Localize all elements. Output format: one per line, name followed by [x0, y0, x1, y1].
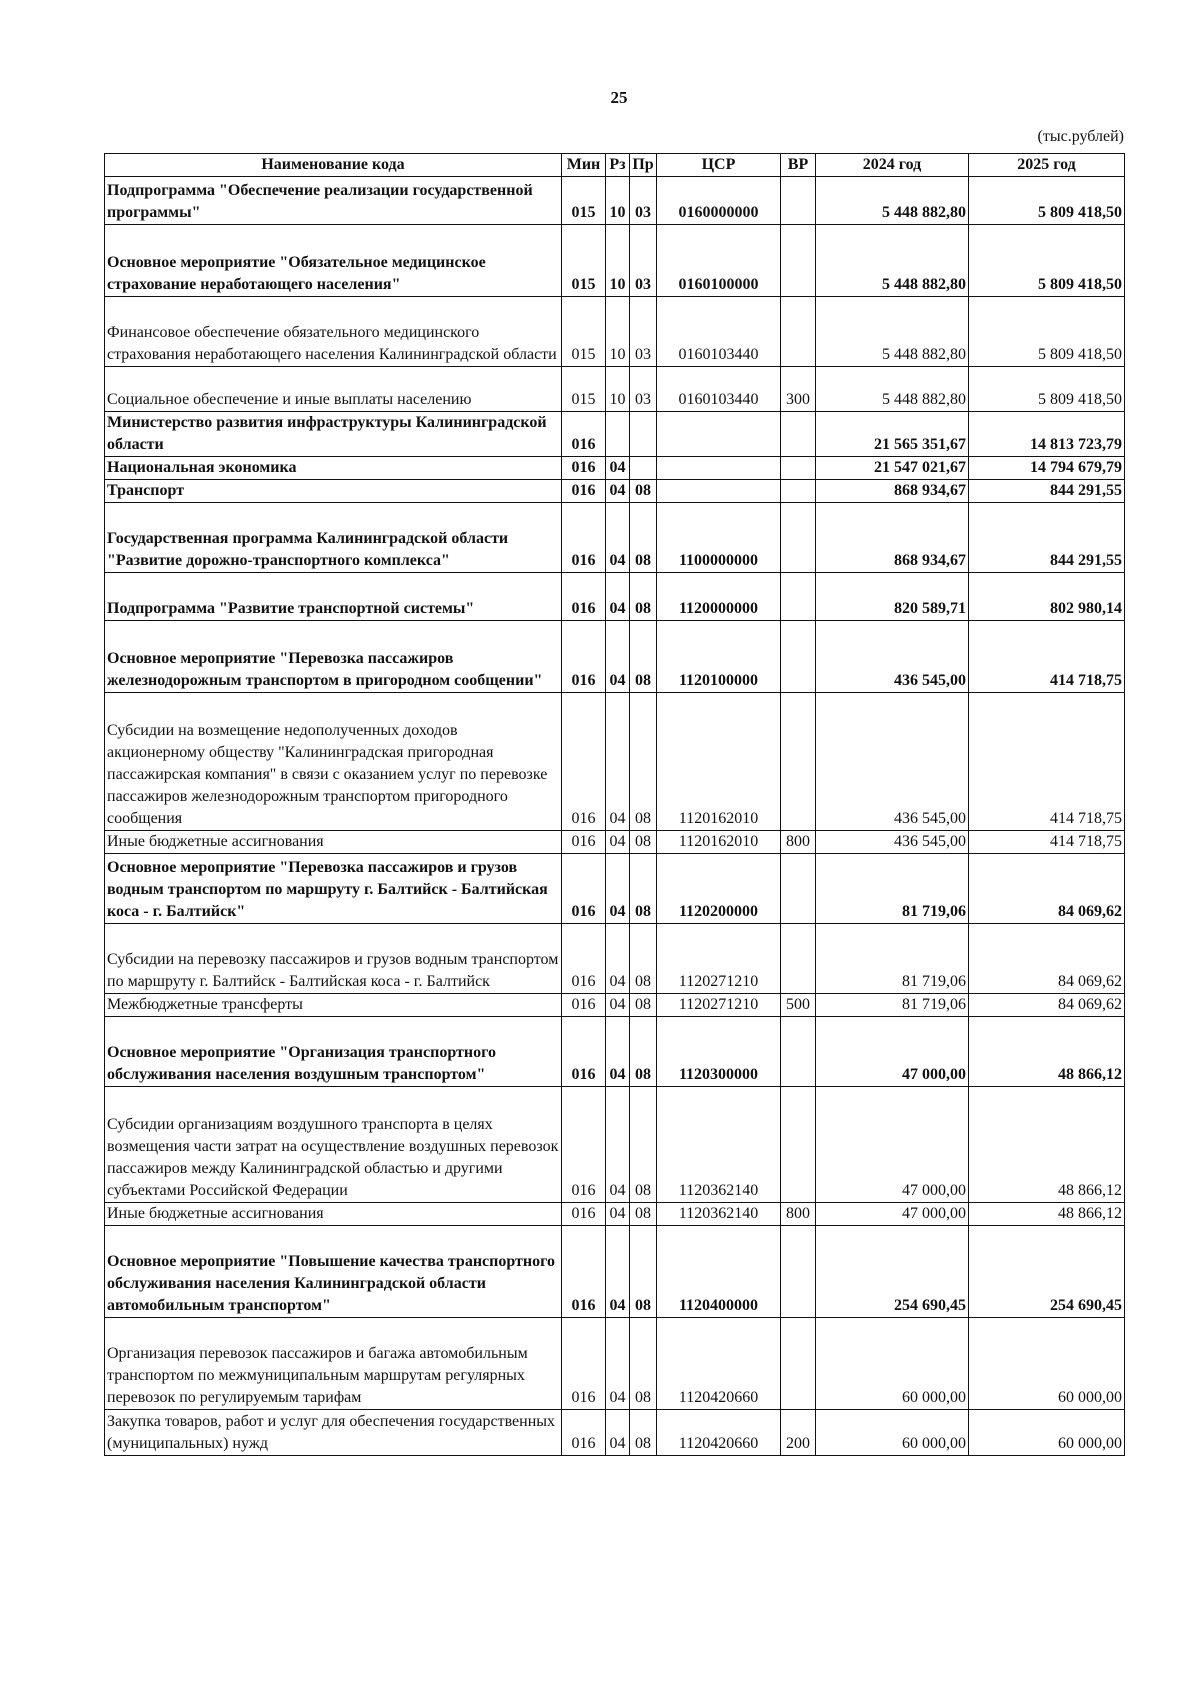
cell-rz: 04: [606, 1203, 630, 1226]
cell-vr: 800: [781, 831, 816, 854]
cell-2025: 5 809 418,50: [969, 177, 1125, 225]
cell-rz: 04: [606, 994, 630, 1017]
cell-2024: 47 000,00: [816, 1087, 969, 1203]
cell-rz: 04: [606, 480, 630, 503]
cell-2024: 47 000,00: [816, 1017, 969, 1087]
cell-name: Основное мероприятие "Повышение качества транспортного обслуживания населения Калининградской области автомобильным транспортом": [105, 1226, 562, 1318]
cell-vr: [781, 693, 816, 831]
cell-vr: [781, 457, 816, 480]
cell-rz: 04: [606, 831, 630, 854]
cell-min: 015: [562, 225, 606, 297]
cell-vr: [781, 1318, 816, 1410]
cell-vr: 300: [781, 367, 816, 412]
cell-vr: 500: [781, 994, 816, 1017]
cell-name: Министерство развития инфраструктуры Калининградской области: [105, 412, 562, 457]
cell-csr: 1120420660: [657, 1318, 781, 1410]
cell-rz: 10: [606, 177, 630, 225]
cell-rz: 04: [606, 924, 630, 994]
cell-pr: 08: [630, 1318, 657, 1410]
cell-2025: 84 069,62: [969, 924, 1125, 994]
cell-csr: 1120300000: [657, 1017, 781, 1087]
cell-2024: 47 000,00: [816, 1203, 969, 1226]
cell-2025: 14 813 723,79: [969, 412, 1125, 457]
table-row: [105, 297, 1125, 367]
cell-csr: 0160000000: [657, 177, 781, 225]
cell-2024: 81 719,06: [816, 854, 969, 924]
cell-rz: 04: [606, 1017, 630, 1087]
cell-pr: 08: [630, 1017, 657, 1087]
table-row: [105, 412, 1125, 457]
table-row: [105, 831, 1125, 854]
table-row: [105, 1017, 1125, 1087]
cell-min: 016: [562, 831, 606, 854]
cell-csr: [657, 457, 781, 480]
cell-2024: 5 448 882,80: [816, 177, 969, 225]
cell-csr: 1120000000: [657, 573, 781, 621]
cell-pr: 08: [630, 1226, 657, 1318]
cell-min: 016: [562, 1203, 606, 1226]
cell-vr: [781, 924, 816, 994]
cell-min: 016: [562, 573, 606, 621]
cell-name: Основное мероприятие "Обязательное медицинское страхование неработающего населения": [105, 225, 562, 297]
cell-name: Основное мероприятие "Организация транспортного обслуживания населения воздушным транспортом": [105, 1017, 562, 1087]
cell-name: Социальное обеспечение и иные выплаты населению: [105, 367, 562, 412]
cell-pr: [630, 412, 657, 457]
cell-2025: 84 069,62: [969, 854, 1125, 924]
cell-vr: [781, 1226, 816, 1318]
cell-rz: 04: [606, 1318, 630, 1410]
units-label: (тыс.рублей): [1037, 128, 1124, 145]
table-row: [105, 503, 1125, 573]
cell-name: Иные бюджетные ассигнования: [105, 831, 562, 854]
cell-csr: [657, 412, 781, 457]
cell-min: 016: [562, 1087, 606, 1203]
cell-vr: [781, 1087, 816, 1203]
cell-2024: 5 448 882,80: [816, 225, 969, 297]
table-row: [105, 924, 1125, 994]
cell-pr: 08: [630, 480, 657, 503]
cell-2025: 414 718,75: [969, 831, 1125, 854]
cell-csr: 1120420660: [657, 1410, 781, 1456]
cell-name: Субсидии организациям воздушного транспорта в целях возмещения части затрат на осуществление воздушных перевозок пассажиров между Калининградской областью и другими субъектами Российской Федерации: [105, 1087, 562, 1203]
header-rz: Рз: [606, 154, 630, 177]
cell-2025: 414 718,75: [969, 621, 1125, 693]
cell-2025: 844 291,55: [969, 503, 1125, 573]
cell-min: 016: [562, 1226, 606, 1318]
cell-rz: 10: [606, 297, 630, 367]
cell-min: 016: [562, 924, 606, 994]
cell-name: Подпрограмма "Развитие транспортной системы": [105, 573, 562, 621]
table-row: [105, 1318, 1125, 1410]
cell-2024: 5 448 882,80: [816, 297, 969, 367]
cell-vr: [781, 854, 816, 924]
cell-vr: [781, 503, 816, 573]
table-row: [105, 457, 1125, 480]
cell-2024: 868 934,67: [816, 503, 969, 573]
cell-pr: [630, 457, 657, 480]
cell-vr: [781, 297, 816, 367]
cell-rz: 04: [606, 457, 630, 480]
cell-rz: 04: [606, 503, 630, 573]
table-row: [105, 1087, 1125, 1203]
cell-2024: 5 448 882,80: [816, 367, 969, 412]
cell-rz: 04: [606, 1410, 630, 1456]
cell-vr: [781, 480, 816, 503]
cell-pr: 08: [630, 693, 657, 831]
table-row: [105, 693, 1125, 831]
cell-vr: [781, 1017, 816, 1087]
table-row: [105, 994, 1125, 1017]
cell-min: 015: [562, 367, 606, 412]
cell-min: 016: [562, 1017, 606, 1087]
cell-2025: 84 069,62: [969, 994, 1125, 1017]
table-row: [105, 480, 1125, 503]
cell-pr: 08: [630, 831, 657, 854]
cell-2025: 48 866,12: [969, 1017, 1125, 1087]
cell-rz: 04: [606, 621, 630, 693]
cell-2024: 436 545,00: [816, 693, 969, 831]
cell-2025: 60 000,00: [969, 1318, 1125, 1410]
cell-csr: 1120162010: [657, 831, 781, 854]
header-csr: ЦСР: [657, 154, 781, 177]
cell-vr: [781, 412, 816, 457]
cell-min: 015: [562, 297, 606, 367]
cell-csr: [657, 480, 781, 503]
cell-2024: 436 545,00: [816, 621, 969, 693]
cell-2024: 436 545,00: [816, 831, 969, 854]
cell-vr: [781, 573, 816, 621]
cell-name: Подпрограмма "Обеспечение реализации государственной программы": [105, 177, 562, 225]
cell-pr: 08: [630, 1410, 657, 1456]
cell-rz: 04: [606, 1226, 630, 1318]
cell-pr: 08: [630, 621, 657, 693]
cell-2024: 21 565 351,67: [816, 412, 969, 457]
table-row: [105, 854, 1125, 924]
cell-name: Межбюджетные трансферты: [105, 994, 562, 1017]
cell-csr: 1120271210: [657, 924, 781, 994]
cell-vr: 800: [781, 1203, 816, 1226]
cell-min: 016: [562, 854, 606, 924]
cell-vr: 200: [781, 1410, 816, 1456]
cell-2025: 5 809 418,50: [969, 225, 1125, 297]
table-row: [105, 573, 1125, 621]
cell-rz: 04: [606, 1087, 630, 1203]
cell-2025: 48 866,12: [969, 1087, 1125, 1203]
cell-vr: [781, 621, 816, 693]
header-2025: 2025 год: [969, 154, 1125, 177]
cell-pr: 08: [630, 1203, 657, 1226]
cell-csr: 0160103440: [657, 367, 781, 412]
budget-table: [104, 153, 1125, 1456]
cell-pr: 03: [630, 297, 657, 367]
cell-csr: 0160100000: [657, 225, 781, 297]
cell-2025: 5 809 418,50: [969, 297, 1125, 367]
table-row: [105, 1410, 1125, 1456]
cell-name: Транспорт: [105, 480, 562, 503]
cell-pr: 08: [630, 924, 657, 994]
cell-2024: 81 719,06: [816, 924, 969, 994]
cell-2025: 60 000,00: [969, 1410, 1125, 1456]
cell-2024: 81 719,06: [816, 994, 969, 1017]
cell-2024: 60 000,00: [816, 1318, 969, 1410]
cell-name: Закупка товаров, работ и услуг для обеспечения государственных (муниципальных) нужд: [105, 1410, 562, 1456]
cell-pr: 08: [630, 854, 657, 924]
table-row: [105, 1226, 1125, 1318]
cell-name: Субсидии на возмещение недополученных доходов акционерному обществу "Калининградская пригородная пассажирская компания" в связи с оказанием услуг по перевозке пассажиров железнодорожным транспортом пригородного сообщения: [105, 693, 562, 831]
cell-name: Национальная экономика: [105, 457, 562, 480]
cell-csr: 0160103440: [657, 297, 781, 367]
cell-name: Субсидии на перевозку пассажиров и грузов водным транспортом по маршруту г. Балтийск - Балтийская коса - г. Балтийск: [105, 924, 562, 994]
header-min: Мин: [562, 154, 606, 177]
cell-name: Основное мероприятие "Перевозка пассажиров и грузов водным транспортом по маршруту г. Балтийск - Балтийская коса - г. Балтийск": [105, 854, 562, 924]
cell-2025: 802 980,14: [969, 573, 1125, 621]
cell-pr: 03: [630, 367, 657, 412]
cell-csr: 1120200000: [657, 854, 781, 924]
cell-2025: 14 794 679,79: [969, 457, 1125, 480]
cell-name: Финансовое обеспечение обязательного медицинского страхования неработающего населения Калининградской области: [105, 297, 562, 367]
cell-pr: 08: [630, 1087, 657, 1203]
cell-rz: 04: [606, 693, 630, 831]
cell-csr: 1120400000: [657, 1226, 781, 1318]
cell-min: 016: [562, 994, 606, 1017]
cell-2024: 21 547 021,67: [816, 457, 969, 480]
cell-pr: 08: [630, 573, 657, 621]
header-pr: Пр: [630, 154, 657, 177]
cell-vr: [781, 177, 816, 225]
cell-name: Организация перевозок пассажиров и багажа автомобильным транспортом по межмуниципальным маршрутам регулярных перевозок по регулируемым тарифам: [105, 1318, 562, 1410]
table-body: [105, 177, 1125, 1456]
cell-2024: 60 000,00: [816, 1410, 969, 1456]
cell-min: 016: [562, 621, 606, 693]
cell-2025: 844 291,55: [969, 480, 1125, 503]
table-row: [105, 367, 1125, 412]
cell-name: Иные бюджетные ассигнования: [105, 1203, 562, 1226]
cell-csr: 1120362140: [657, 1203, 781, 1226]
table-row: [105, 177, 1125, 225]
cell-rz: [606, 412, 630, 457]
cell-csr: 1120271210: [657, 994, 781, 1017]
cell-csr: 1120362140: [657, 1087, 781, 1203]
header-vr: ВР: [781, 154, 816, 177]
header-2024: 2024 год: [816, 154, 969, 177]
cell-pr: 08: [630, 503, 657, 573]
cell-min: 016: [562, 412, 606, 457]
cell-rz: 10: [606, 225, 630, 297]
table-row: [105, 1203, 1125, 1226]
cell-2025: 48 866,12: [969, 1203, 1125, 1226]
cell-min: 016: [562, 693, 606, 831]
header-name: Наименование кода: [105, 154, 562, 177]
cell-csr: 1120100000: [657, 621, 781, 693]
cell-rz: 04: [606, 854, 630, 924]
header-row: [105, 154, 1125, 177]
cell-name: Государственная программа Калининградской области "Развитие дорожно-транспортного комплекса": [105, 503, 562, 573]
cell-2024: 254 690,45: [816, 1226, 969, 1318]
cell-min: 016: [562, 480, 606, 503]
cell-pr: 08: [630, 994, 657, 1017]
cell-rz: 04: [606, 573, 630, 621]
cell-name: Основное мероприятие "Перевозка пассажиров железнодорожным транспортом в пригородном сообщении": [105, 621, 562, 693]
page-number: 25: [610, 88, 628, 107]
cell-2024: 820 589,71: [816, 573, 969, 621]
table-row: [105, 225, 1125, 297]
cell-min: 016: [562, 503, 606, 573]
cell-min: 016: [562, 1410, 606, 1456]
cell-pr: 03: [630, 225, 657, 297]
cell-rz: 10: [606, 367, 630, 412]
cell-csr: 1120162010: [657, 693, 781, 831]
cell-2024: 868 934,67: [816, 480, 969, 503]
cell-csr: 1100000000: [657, 503, 781, 573]
cell-min: 015: [562, 177, 606, 225]
cell-min: 016: [562, 457, 606, 480]
cell-pr: 03: [630, 177, 657, 225]
cell-min: 016: [562, 1318, 606, 1410]
table-row: [105, 621, 1125, 693]
cell-vr: [781, 225, 816, 297]
cell-2025: 254 690,45: [969, 1226, 1125, 1318]
cell-2025: 414 718,75: [969, 693, 1125, 831]
cell-2025: 5 809 418,50: [969, 367, 1125, 412]
